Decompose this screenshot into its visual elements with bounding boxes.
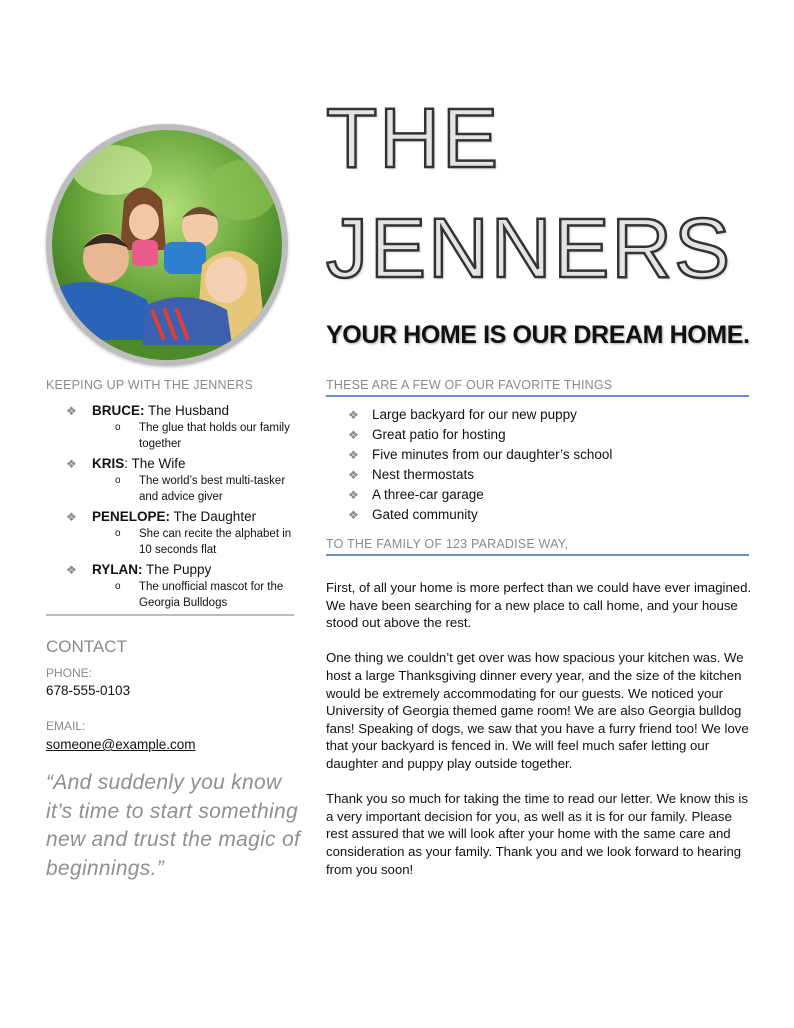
member-name: PENELOPE: — [92, 509, 171, 524]
sub-bullet: o — [115, 422, 121, 433]
member-note: The unofficial mascot for the Georgia Bulldogs — [139, 581, 284, 609]
list-item — [66, 455, 306, 505]
diamond-bullet-icon: ❖ — [66, 510, 77, 524]
letter-paragraph: First, of all your home is more perfect than we could have ever imagined. We have been searching for a new place to call home, and your house stood out above the rest. — [326, 580, 752, 631]
sub-bullet: o — [115, 475, 121, 486]
letter-heading: TO THE FAMILY OF 123 PARADISE WAY, — [326, 537, 569, 551]
family-section-heading: KEEPING UP WITH THE JENNERS — [46, 378, 254, 392]
list-item — [348, 445, 612, 465]
tagline: YOUR HOME IS OUR DREAM HOME. — [326, 321, 750, 349]
favorite-text: Large backyard for our new puppy — [372, 407, 577, 422]
contact-heading: CONTACT — [46, 637, 127, 656]
favorite-text: Gated community — [372, 507, 478, 522]
left-divider — [46, 614, 294, 616]
letter-divider — [326, 554, 749, 556]
list-item — [348, 465, 612, 485]
member-name: RYLAN: — [92, 562, 143, 577]
title-line-2: JENNERS — [326, 201, 733, 295]
email-link[interactable]: someone@example.com — [46, 737, 196, 752]
sub-bullet: o — [115, 528, 121, 539]
diamond-bullet-icon: ❖ — [348, 468, 359, 482]
list-item — [348, 505, 612, 525]
member-note: She can recite the alphabet in 10 seconds flat — [139, 528, 292, 556]
list-item — [348, 485, 612, 505]
list-item — [66, 402, 306, 452]
member-role: The Husband — [144, 403, 230, 418]
member-name: BRUCE: — [92, 403, 145, 418]
member-role: The Puppy — [142, 562, 212, 577]
phone-label: PHONE: — [46, 666, 93, 680]
diamond-bullet-icon: ❖ — [66, 563, 77, 577]
family-photo — [46, 124, 288, 366]
diamond-bullet-icon: ❖ — [66, 457, 77, 471]
favorites-list — [348, 405, 612, 525]
favorite-text: A three-car garage — [372, 487, 484, 502]
list-item — [66, 561, 306, 611]
sub-bullet: o — [115, 581, 121, 592]
favorites-divider — [326, 395, 749, 397]
member-role: The Daughter — [170, 509, 257, 524]
list-item — [66, 508, 306, 558]
list-item — [348, 425, 612, 445]
letter-paragraph: Thank you so much for taking the time to read our letter. We know this is a very important decision for you, as well as it is for our family. Please rest assured that we will look after your home with the same care and consideration as your family. Thank you and we look forward to hearing from you soon! — [326, 791, 748, 877]
diamond-bullet-icon: ❖ — [348, 488, 359, 502]
favorites-heading: THESE ARE A FEW OF OUR FAVORITE THINGS — [326, 378, 613, 392]
member-note: The world’s best multi-tasker and advice giver — [139, 475, 286, 503]
member-name: KRIS — [92, 456, 125, 471]
letter-paragraph: One thing we couldn’t get over was how spacious your kitchen was. We host a large Thanksgiving dinner every year, and the size of the kitchen would be extremely accommodating for our guests. We noticed your University of Georgia themed game room! We are also Georgia bulldog fans! Speaking of dogs, we saw that you have a furry friend too! We love that your backyard is fenced in. We will feel much safer letting our daughter and puppy play outside together. — [326, 650, 749, 771]
diamond-bullet-icon: ❖ — [348, 408, 359, 422]
title-line-1: THE — [326, 91, 500, 185]
family-photo-icon — [52, 130, 282, 360]
email-label: EMAIL: — [46, 719, 86, 733]
diamond-bullet-icon: ❖ — [66, 404, 77, 418]
favorite-text: Five minutes from our daughter’s school — [372, 447, 613, 462]
favorite-text: Great patio for hosting — [372, 427, 506, 442]
member-note: The glue that holds our family together — [139, 422, 290, 450]
list-item — [348, 405, 612, 425]
diamond-bullet-icon: ❖ — [348, 448, 359, 462]
phone-value: 678-555-0103 — [46, 683, 131, 698]
letter-body — [326, 579, 754, 896]
diamond-bullet-icon: ❖ — [348, 428, 359, 442]
diamond-bullet-icon: ❖ — [348, 508, 359, 522]
family-list — [66, 402, 306, 614]
quote: “And suddenly you know it’s time to start something new and trust the magic of beginnings.” — [46, 771, 301, 880]
member-role: : The Wife — [124, 456, 186, 471]
favorite-text: Nest thermostats — [372, 467, 475, 482]
